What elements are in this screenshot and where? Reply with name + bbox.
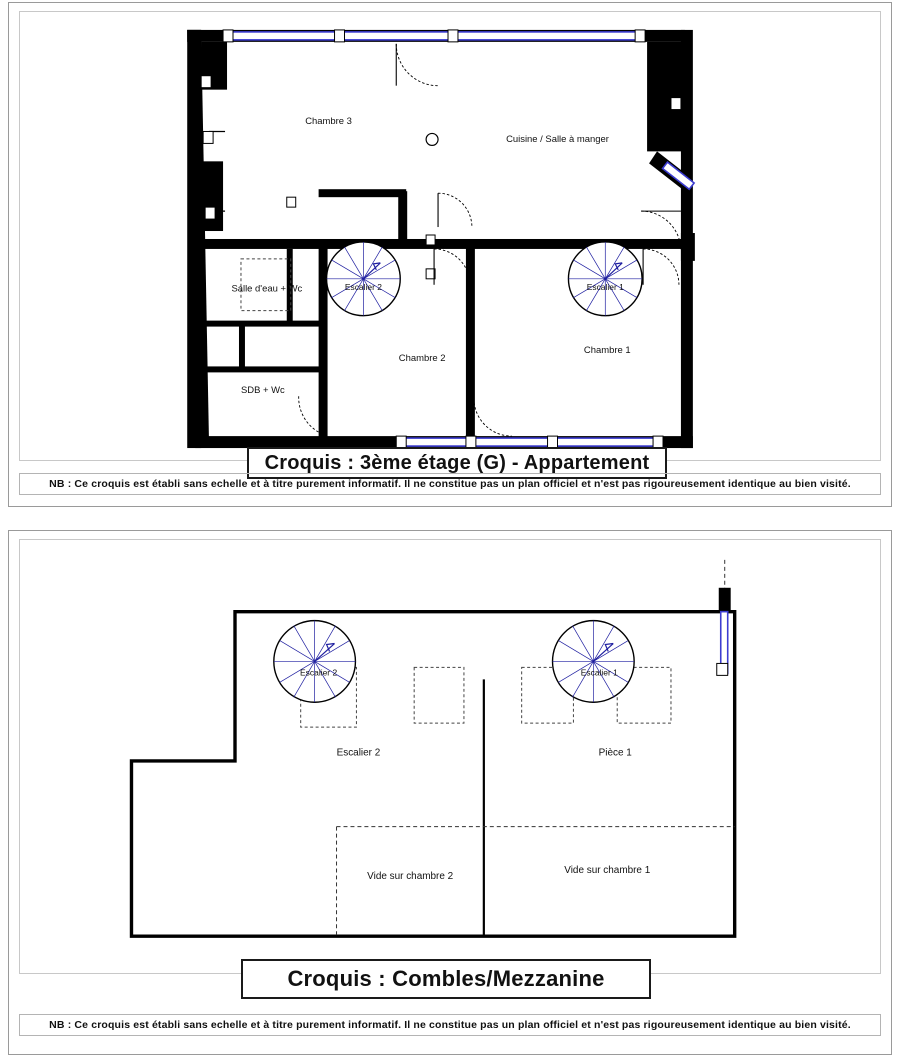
title-third-floor: Croquis : 3ème étage (G) - Appartement bbox=[247, 447, 667, 479]
third-floor-svg bbox=[20, 12, 880, 460]
room-label-cuisine: Cuisine / Salle à manger bbox=[506, 133, 609, 145]
ceiling-fixture-icon bbox=[426, 133, 438, 145]
svg-text:Escalier 2: Escalier 2 bbox=[300, 667, 338, 678]
svg-text:Escalier 1: Escalier 1 bbox=[586, 282, 624, 293]
attic-outline bbox=[131, 612, 734, 937]
title-attic: Croquis : Combles/Mezzanine bbox=[241, 959, 651, 999]
room-label-chambre-2: Chambre 2 bbox=[398, 352, 446, 364]
attic-label-escalier-2: Escalier 2 bbox=[336, 747, 381, 759]
room-label-chambre-1: Chambre 1 bbox=[583, 344, 631, 356]
attic-stair-escalier-2 bbox=[274, 621, 356, 703]
note-attic: NB : Ce croquis est établi sans echelle et à titre purement informatif. Il ne constitue pas un plan officiel et n'est pas rigoureusement identique au bien visité. bbox=[19, 1014, 881, 1036]
stair-escalier-1 bbox=[568, 242, 642, 316]
attic-label-vide-chambre-2: Vide sur chambre 2 bbox=[367, 871, 454, 883]
attic-window bbox=[717, 560, 731, 675]
floorplan-third-floor-drawing bbox=[19, 11, 881, 461]
note-third-floor: NB : Ce croquis est établi sans echelle et à titre purement informatif. Il ne constitue pas un plan officiel et n'est pas rigoureusement identique au bien visité. bbox=[19, 473, 881, 495]
attic-label-piece-1: Pièce 1 bbox=[598, 747, 632, 759]
room-label-sdb: SDB + Wc bbox=[240, 384, 285, 396]
stair-escalier-2 bbox=[327, 242, 401, 316]
room-label-salle-eau: Salle d'eau + Wc bbox=[231, 283, 303, 295]
attic-label-vide-chambre-1: Vide sur chambre 1 bbox=[564, 865, 651, 877]
attic-stair-escalier-1 bbox=[553, 621, 635, 703]
attic-dashed-box-2 bbox=[414, 667, 464, 723]
floorplan-attic-drawing bbox=[19, 539, 881, 974]
room-label-chambre-3: Chambre 3 bbox=[305, 116, 352, 128]
panel-attic bbox=[8, 530, 892, 1055]
panel-third-floor bbox=[8, 2, 892, 507]
svg-text:Escalier 2: Escalier 2 bbox=[344, 282, 382, 293]
svg-text:Escalier 1: Escalier 1 bbox=[580, 667, 618, 678]
attic-svg bbox=[20, 540, 880, 973]
